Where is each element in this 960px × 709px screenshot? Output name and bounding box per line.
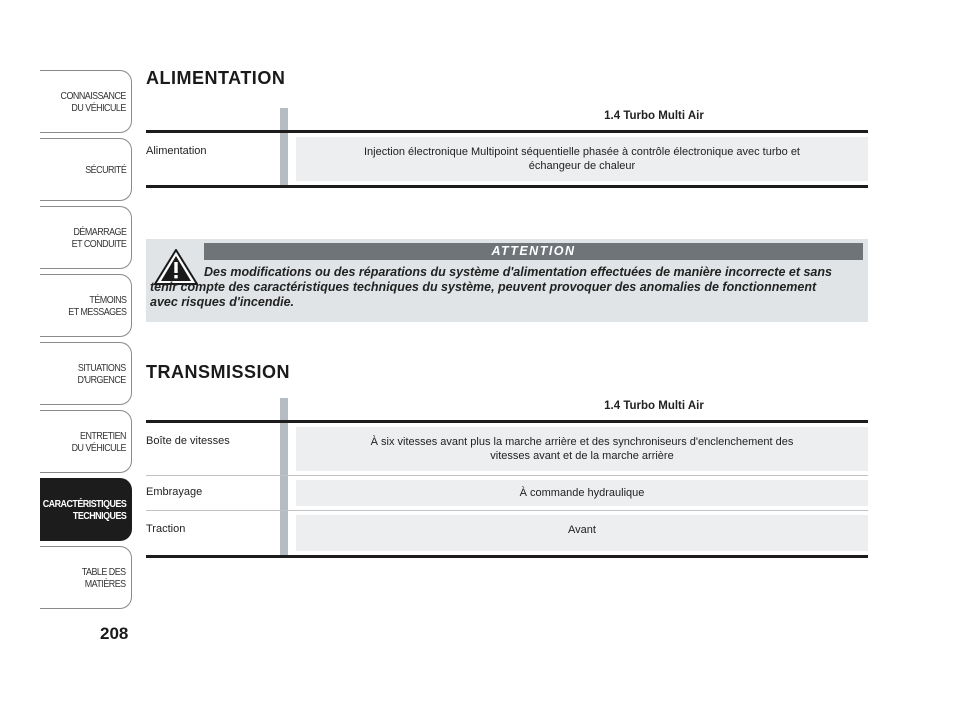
- tab-temoins-et-messages[interactable]: [40, 274, 132, 337]
- tab-caracteristiques-techniques[interactable]: [40, 478, 132, 541]
- tab-label: CARACTÉRISTIQUES TECHNIQUES: [42, 497, 126, 522]
- warning-heading: ATTENTION: [204, 243, 863, 260]
- alimentation-table: [146, 108, 868, 188]
- table-row: [146, 511, 868, 555]
- warning-box: [146, 239, 868, 322]
- tab-label: SÉCURITÉ: [84, 163, 126, 176]
- tab-label: CONNAISSANCE DU VÉHICULE: [60, 89, 126, 114]
- column-gutter: [280, 133, 288, 185]
- transmission-table: [146, 398, 868, 558]
- row-label: Boîte de vitesses: [146, 435, 230, 447]
- tab-securite[interactable]: [40, 138, 132, 201]
- table-row: [146, 423, 868, 475]
- tab-table-des-matieres[interactable]: [40, 546, 132, 609]
- row-label: Alimentation: [146, 145, 207, 157]
- table-row: [146, 133, 868, 185]
- column-gutter: [280, 398, 288, 420]
- row-value: Avant: [296, 515, 868, 551]
- column-gutter: [280, 476, 288, 510]
- tab-label: DÉMARRAGE ET CONDUITE: [71, 225, 126, 250]
- tab-label: TABLE DES MATIÈRES: [82, 565, 126, 590]
- row-value: À six vitesses avant plus la marche arrière et des synchroniseurs d'enclenchement des vitesses avant et de la marche arrière: [296, 427, 868, 471]
- tab-label: ENTRETIEN DU VÉHICULE: [71, 429, 126, 454]
- warning-text: Des modifications ou des réparations du système d'alimentation effectuées de manière incorrecte et sans tenir compte des caractéristiques techniques du système, peuvent provoquer des anomalies de fonctionnement avec risques d'incendie.: [150, 265, 832, 309]
- section-title-alimentation: ALIMENTATION: [146, 68, 286, 88]
- column-header: 1.4 Turbo Multi Air: [604, 110, 704, 122]
- tab-connaissance-du-vehicule[interactable]: [40, 70, 132, 133]
- column-gutter: [280, 423, 288, 475]
- tab-demarrage-et-conduite[interactable]: [40, 206, 132, 269]
- tab-label: SITUATIONS D'URGENCE: [77, 361, 126, 386]
- tab-situations-d-urgence[interactable]: [40, 342, 132, 405]
- row-value: Injection électronique Multipoint séquentielle phasée à contrôle électronique avec turbo et échangeur de chaleur: [296, 137, 868, 181]
- chapter-tabs: [40, 70, 132, 614]
- column-gutter: [280, 108, 288, 130]
- table-header: [146, 108, 868, 130]
- column-gutter: [280, 511, 288, 555]
- divider: [146, 185, 868, 188]
- row-value: À commande hydraulique: [296, 480, 868, 506]
- row-label: Embrayage: [146, 486, 203, 498]
- divider: [146, 555, 868, 558]
- tab-label: TÉMOINS ET MESSAGES: [67, 293, 126, 318]
- section-title-transmission: TRANSMISSION: [146, 362, 291, 382]
- row-label: Traction: [146, 523, 186, 535]
- table-header: [146, 398, 868, 420]
- table-row: [146, 476, 868, 510]
- page-number: 208: [100, 624, 129, 643]
- column-header: 1.4 Turbo Multi Air: [604, 400, 704, 412]
- tab-entretien-du-vehicule[interactable]: [40, 410, 132, 473]
